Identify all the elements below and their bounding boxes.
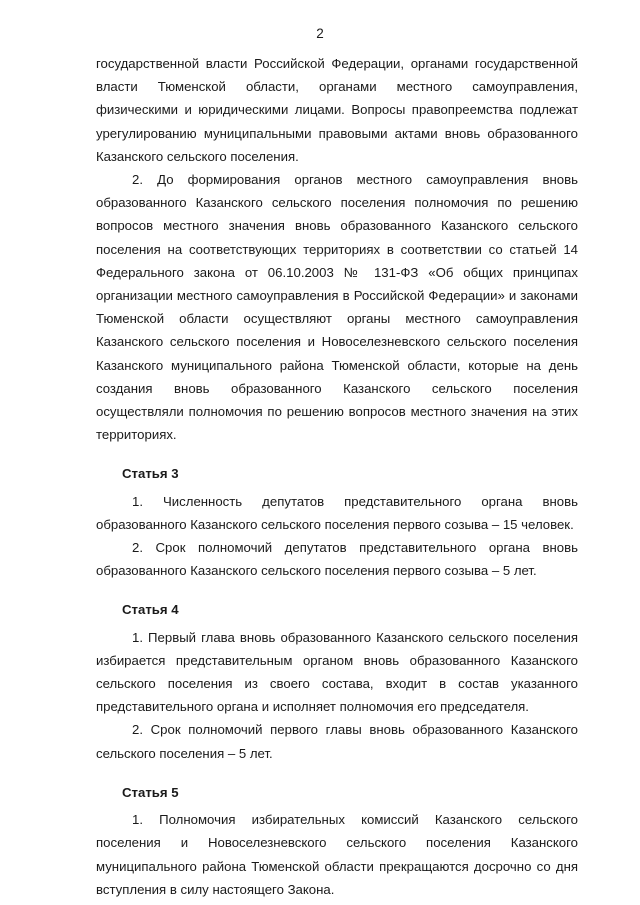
continuation-paragraph: государственной власти Российской Федерации, органами государственной власти Тюменской области, органами местного самоуправления, физическими и юридическими лицами. Вопросы правопреемства подлежат урегулированию муниципальными правовыми актами вновь образованного Казанского сельского поселения. (96, 56, 578, 164)
section-spacer (96, 446, 578, 462)
articles-list (96, 446, 578, 900)
article-item: 2. Срок полномочий первого главы вновь образованного Казанского сельского поселения – 5 лет. (96, 722, 578, 761)
article-heading: Статья 4 (122, 602, 179, 618)
article-heading: Статья 3 (122, 466, 179, 482)
article-item: 1. Полномочия избирательных комиссий Казанского сельского поселения и Новоселезневского сельского поселения Казанского муниципального района Тюменской области прекращаются досрочно со дня вступления в силу настоящего Закона. (96, 812, 578, 897)
document-body (96, 52, 578, 901)
section-spacer (96, 582, 578, 598)
page-number: 2 (316, 26, 324, 41)
section-spacer (96, 765, 578, 781)
article-2-item-2: 2. До формирования органов местного самоуправления вновь образованного Казанского сельского поселения полномочия по решению вопросов местного значения вновь образованного Казанского сельского поселения на соответствующих территориях в соответствии со статьей 14 Федерального закона от 06.10.2003 № 131-ФЗ «Об общих принципах организации местного самоуправления в Российской Федерации» и законами Тюменской области осуществляют органы местного самоуправления Казанского сельского поселения и Новоселезневского сельского поселения Казанского муниципального района Тюменской области, которые на день создания вновь образованного Казанского сельского поселения осуществляли полномочия по решению вопросов местного значения на этих территориях. (96, 172, 578, 443)
article-item: 1. Численность депутатов представительного органа вновь образованного Казанского сельского поселения первого созыва – 15 человек. (96, 493, 578, 532)
article-item: 2. Срок полномочий депутатов представительного органа вновь образованного Казанского сельского поселения первого созыва – 5 лет. (96, 540, 578, 579)
article-item: 1. Первый глава вновь образованного Казанского сельского поселения избирается представительным органом вновь образованного Казанского сельского поселения из своего состава, входит в состав указанного представительного органа и исполняет полномочия его председателя. (96, 629, 578, 715)
article-heading: Статья 5 (122, 784, 179, 800)
